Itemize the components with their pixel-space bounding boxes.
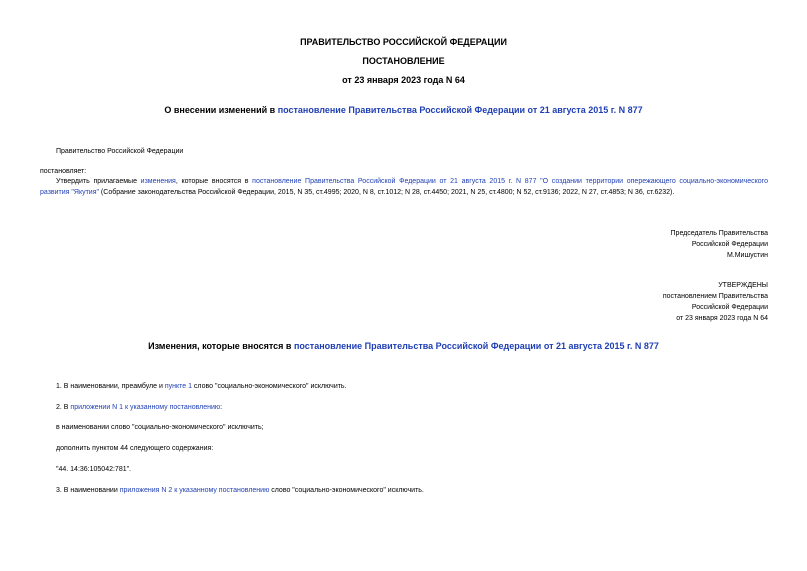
item-2-sub-2: дополнить пунктом 44 следующего содержания: (56, 445, 214, 452)
item-2-sub-3: "44. 14:36:105042:781". (56, 466, 132, 473)
signature-line-1: Председатель Правительства (670, 230, 768, 237)
yakutia-link[interactable]: развития "Якутия" (40, 189, 99, 196)
title-link[interactable]: постановление Правительства Российской Федерации от 21 августа 2015 г. N 877 (277, 105, 643, 115)
title-prefix: О внесении изменений в (164, 105, 278, 115)
changes-link[interactable]: изменения (140, 178, 176, 185)
item-3-text-a: 3. В наименовании (56, 487, 120, 494)
item-3 (56, 485, 424, 496)
document-type-heading: ПОСТАНОВЛЕНИЕ (362, 56, 445, 66)
item-2 (56, 402, 222, 413)
document-title (0, 105, 807, 115)
signature-line-2: Российской Федерации (691, 241, 768, 248)
item-2-link[interactable]: приложении N 1 к указанному постановлению (70, 404, 221, 411)
document-date-number: от 23 января 2023 года N 64 (342, 75, 465, 85)
approved-line-2: постановлением Правительства (662, 293, 768, 300)
signature-line-3: М.Мишустин (726, 252, 768, 259)
item-1-text-a: 1. В наименовании, преамбуле и (56, 383, 165, 390)
item-1 (56, 381, 347, 392)
item-2-text-a: 2. В (56, 404, 71, 411)
intro-paragraph-line1 (56, 176, 768, 187)
item-3-text-b: слово "социально-экономического" исключить. (269, 487, 424, 494)
p1-text-a: Утвердить прилагаемые (56, 178, 141, 185)
signature-block (671, 228, 768, 261)
approved-line-4: от 23 января 2023 года N 64 (676, 315, 768, 322)
item-2-text-b: : (220, 404, 223, 411)
p1-text-b: , которые вносятся в (175, 178, 253, 185)
item-2-sub-1: в наименовании слово "социально-экономического" исключить; (56, 424, 264, 431)
item-1-link[interactable]: пункте 1 (164, 383, 192, 390)
approved-line-3: Российской Федерации (691, 304, 768, 311)
approved-line-1: УТВЕРЖДЕНЫ (718, 282, 768, 289)
item-1-text-b: слово "социально-экономического" исключить. (191, 383, 347, 390)
government-heading: ПРАВИТЕЛЬСТВО РОССИЙСКОЙ ФЕДЕРАЦИИ (300, 37, 507, 47)
changes-title-prefix: Изменения, которые вносятся в (148, 341, 294, 351)
approved-block (663, 280, 768, 324)
changes-title-link[interactable]: постановление Правительства Российской Федерации от 21 августа 2015 г. N 877 (293, 341, 659, 351)
item-3-link[interactable]: приложения N 2 к указанному постановлению (119, 487, 270, 494)
decree-877-link[interactable]: постановление Правительства Российской Федерации от 21 августа 2015 г. N 877 "О создании территории опережающего социально-экономического (252, 178, 768, 185)
changes-title (0, 341, 807, 351)
p2-text: (Собрание законодательства Российской Федерации, 2015, N 35, ст.4995; 2020, N 8, ст.1012; N 28, ст.4450; 2021, N 25, ст.4800; N 52, ст.9136; 2022, N 27, ст.4853; N 36, ст.6232). (98, 189, 675, 196)
intro-decrees: постановляет: (40, 168, 87, 175)
intro-government: Правительство Российской Федерации (56, 148, 184, 155)
intro-paragraph-line2 (40, 187, 674, 198)
